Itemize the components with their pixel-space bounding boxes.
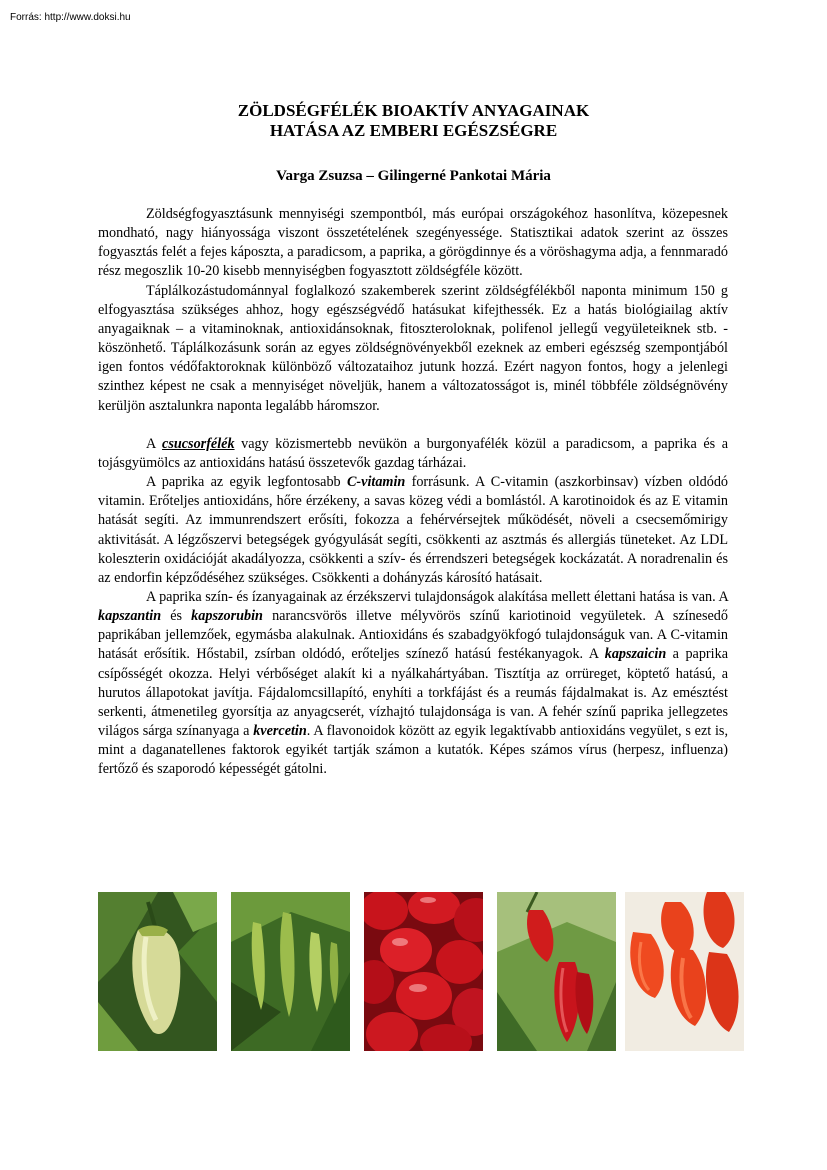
- term-c-vitamin: C-vitamin: [346, 474, 406, 491]
- photo-pale-pepper: [98, 892, 217, 1051]
- paragraph-pigments: [98, 588, 728, 780]
- photo-orange-peppers: [625, 892, 744, 1051]
- title-line-2: HATÁSA AZ EMBERI EGÉSZSÉGRE: [269, 121, 558, 140]
- paragraph-solanaceae: [98, 435, 728, 473]
- paragraph-consumption: Zöldségfogyasztásunk mennyiségi szempontból, más európai országokéhoz hasonlítva, közepesnek mondható, nagy hiányossága viszont összetételének szegényessége. Statisztikai adatok szerint az összes fogyasztás felét a fejes káposzta, a paradicsom, a paprika, a görögdinnye és a vöröshagyma adja, a fennmaradó rész megoszlik 10-20 kisebb mennyiségben fogyasztott zöldségféle között.: [98, 206, 728, 280]
- paragraph-nutrition: Táplálkozástudománnyal foglalkozó szakemberek szerint zöldségfélékből naponta minimum 150 g elfogyasztása szükséges ahhoz, hogy egészségvédő hatásukat kifejthessék. Ez a hatás biológiailag aktív anyagaiknak – a vitaminoknak, antioxidánsoknak, fitoszteroloknak, polifenol jellegű vegyületeiknek stb. - köszönhető. Táplálkozásunk során az egyes zöldségnövényekből ezeknek az emberi egészség szempontjából igen fontos védőfaktoroknak különböző változataihoz jutunk hozzá. Ezért nagyon fontos, hogy a jelenlegi szinthez képest ne csak a mennyiséget növeljük, hanem a változatosságot is, minél többféle zöldségnövény kerüljön asztalunkra naponta legalább háromszor.: [98, 282, 728, 414]
- text-run: A paprika az egyik legfontosabb: [146, 474, 347, 491]
- paragraph-vitamin-c: [98, 473, 728, 588]
- title-line-1: ZÖLDSÉGFÉLÉK BIOAKTÍV ANYAGAINAK: [237, 101, 590, 120]
- term-kvercetin: kvercetin: [253, 723, 307, 740]
- text-run: narancsvörös illetve mélyvörös színű kariotinoid vegyületek. A színesedő paprikában jellemzőek, egymásba alakulnak. Antioxidáns és szabadgyökfogó tulajdonságuk van. A C-vitamin hatását erősítik. Hőstabil, zsírban oldódó, erőteljes színező hatású festékanyagok. A: [98, 608, 728, 663]
- photo-red-pointed-peppers: [497, 892, 616, 1051]
- text-run: . A flavonoidok között az egyik legaktívabb antioxidáns vegyület, s ezt is, mint a daganatellenes faktorok egyikét tartják számon a kutatók. Képes számos vírus (herpesz, influenza) fertőző és szaporodó képességét gátolni.: [98, 723, 728, 778]
- text-run: és: [161, 608, 192, 625]
- photo-red-round-peppers: [364, 892, 483, 1051]
- article-body: [98, 205, 728, 780]
- term-kapszantin: kapszantin: [98, 608, 162, 625]
- term-kapszorubin: kapszorubin: [191, 608, 263, 625]
- text-run: A paprika szín- és ízanyagainak az érzékszervi tulajdonságok alakítása mellett élettani hatása is van. A: [146, 588, 728, 605]
- text-run: forrásunk. A C-vitamin (aszkorbinsav) vízben oldódó vitamin. Erőteljes antioxidáns, hőre érzékeny, a savas közeg védi a bomlástól. A karotinoidok és az E vitamin hatását segíti. Az immunrendszert erősíti, fokozza a fehérvérsejtek működését, növeli a csecsemőmirigy aktivitását. A légzőszervi betegségek gyógyulását segíti, csökkenti az asztmás és allergiás tüneteket. Az LDL koleszterin oxidációját akadályozza, csökkenti a szív- és érrendszeri betegségek kockázatát. A noradrenalin és az endorfin képződéséhez szükséges. Csökkenti a dohányzás károsító hatásait.: [98, 474, 729, 586]
- text-run: a paprika csípősségét okozza. Helyi vérbőséget alakít ki a nyálkahártyában. Tisztítja az orrüreget, köptető hatású, a hurutos állapotokat javítja. Fájdalomcsillapító, enyhíti a torkfájást és a reumás fájdalmakat is. Az emésztést serkenti, átmenetileg gyorsítja az anyagcserét, vízhajtó tulajdonsága is van. A fehér színű paprika jellegzetes világos sárga színanyaga a: [98, 646, 728, 740]
- term-csucsorfelek: csucsorfélék: [162, 435, 235, 452]
- term-kapszaicin: kapszaicin: [604, 646, 667, 663]
- authors: Varga Zsuzsa – Gilingerné Pankotai Mária: [276, 168, 551, 184]
- text-run: A: [146, 435, 163, 452]
- text-run: vagy közismertebb nevükön a burgonyafélék közül a paradicsom, a paprika és a tojásgyümölcs az antioxidáns hatású összetevők gazdag tárházai.: [98, 435, 729, 471]
- document-title: [0, 101, 827, 141]
- photo-green-peppers: [231, 892, 350, 1051]
- source-note: Forrás: http://www.doksi.hu: [10, 12, 131, 23]
